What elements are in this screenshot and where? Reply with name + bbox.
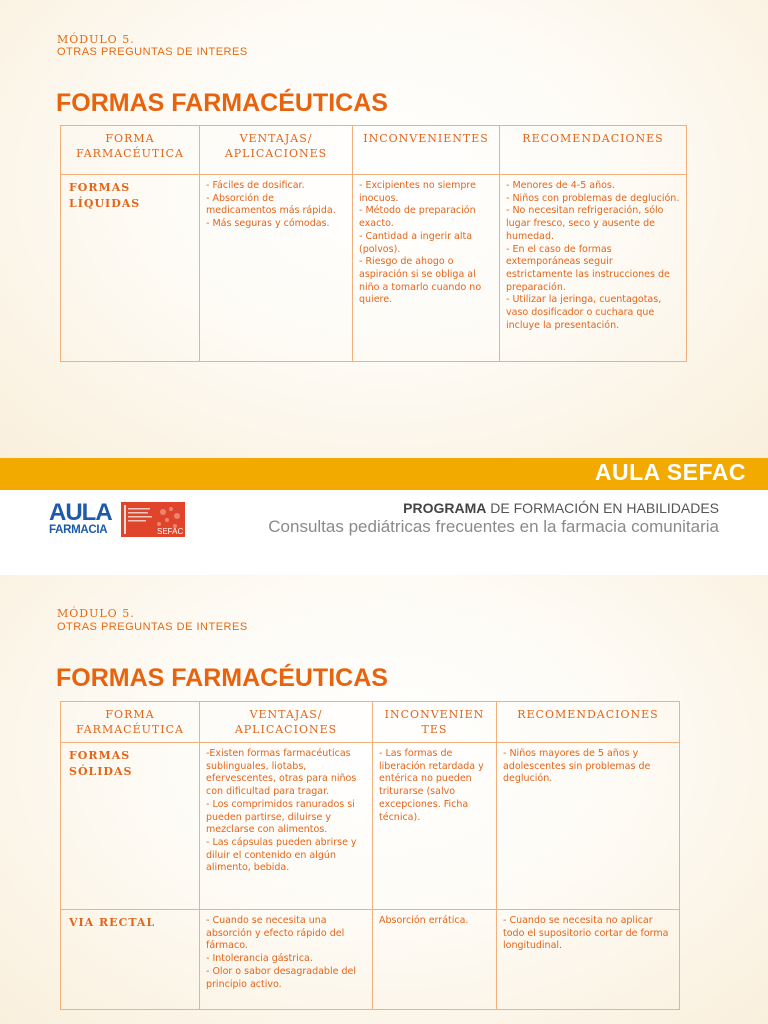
table-header-row — [61, 702, 680, 743]
cell-text: - Fáciles de dosificar. — [206, 180, 305, 191]
cell-text: - Riesgo de ahogo o aspiración si se obliga al niño a tomarlo cuando no quiere. — [359, 256, 482, 306]
module-subtitle: OTRAS PREGUNTAS DE INTERES — [57, 46, 248, 58]
header-ventajas: VENTAJAS/ APLICACIONES — [200, 702, 373, 743]
cell-text: - Cuando se necesita una absorción y efecto rápido del fármaco. — [206, 915, 345, 952]
header-ventajas: VENTAJAS/ APLICACIONES — [200, 126, 353, 175]
row-form-line: LÍQUIDAS — [69, 197, 141, 210]
farmacia-logo-word: FARMACIA — [49, 524, 108, 536]
program-bold: PROGRAMA — [403, 500, 487, 516]
cell-text: -Existen formas farmacéuticas sublinguales, liotabs, efervescentes, otras para niños con dificultad para tragar. — [206, 748, 357, 798]
ventajas-cell — [200, 743, 373, 910]
header-forma: FORMA FARMACÉUTICA — [61, 702, 200, 743]
row-form-line: FORMAS — [69, 749, 131, 762]
cell-text: - En el caso de formas extemporáneas seguir estrictamente las instrucciones de preparación. — [506, 243, 670, 293]
module-label: MÓDULO 5. — [57, 33, 135, 46]
cell-text: - Más seguras y cómodas. — [206, 218, 330, 230]
pharma-forms-table — [60, 701, 680, 1010]
inconvenientes-cell — [373, 910, 497, 1010]
header-forma: FORMA FARMACÉUTICA — [61, 126, 200, 175]
consultas-line: Consultas pediátricas frecuentes en la farmacia comunitaria — [268, 517, 719, 536]
recomendaciones-cell — [500, 175, 687, 362]
slide-1 — [0, 0, 768, 458]
ventajas-cell — [200, 175, 353, 362]
program-line — [403, 500, 719, 516]
cell-text: - Cantidad a ingerir alta (polvos). — [359, 230, 473, 255]
ventajas-cell — [200, 910, 373, 1010]
row-form-line: VIA RECTAL — [69, 916, 156, 929]
recomendaciones-cell — [497, 910, 680, 1010]
row-form-cell — [61, 175, 200, 362]
cell-text: - Absorción de medicamentos más rápida. — [206, 192, 336, 217]
table-row — [61, 175, 687, 362]
cell-text: - Excipientes no siempre inocuos. — [359, 180, 476, 204]
aula-farmacia-logo — [49, 499, 112, 536]
cell-text: - Método de preparación exacto. — [359, 205, 476, 230]
row-form-line: SÓLIDAS — [69, 765, 133, 778]
cell-text: - Niños con problemas de deglución. — [506, 192, 680, 204]
row-form-cell — [61, 910, 200, 1010]
inconvenientes-cell — [353, 175, 500, 362]
cell-text: - Cuando se necesita no aplicar todo el supositorio cortar de forma longitudinal. — [503, 915, 669, 952]
program-rest: DE FORMACIÓN EN HABILIDADES — [486, 500, 719, 516]
page-title: FORMAS FARMACÉUTICAS — [56, 664, 388, 692]
cell-text: - Olor o sabor desagradable del principio activo. — [206, 965, 356, 990]
page-title: FORMAS FARMACÉUTICAS — [56, 89, 388, 117]
sefac-logo — [121, 502, 185, 537]
sefac-logo-text: SEFAC — [157, 527, 184, 536]
cell-text: - Los comprimidos ranurados si pueden partirse, diluirse y mezclarse con alimentos. — [206, 798, 355, 836]
cell-text: Absorción errática. — [379, 915, 469, 926]
cell-text: - Intolerancia gástrica. — [206, 953, 313, 965]
header-recomendaciones: RECOMENDACIONES — [500, 126, 687, 175]
cell-text: - No necesitan refrigeración, sólo lugar fresco, seco y ausente de humedad. — [506, 205, 664, 242]
table-header-row — [61, 126, 687, 175]
table-row — [61, 910, 680, 1010]
row-form-cell — [61, 743, 200, 910]
header-inconvenientes: INCONVENIENTES — [353, 126, 500, 175]
cell-text: - Utilizar la jeringa, cuentagotas, vaso dosificador o cuchara que incluye la presentación. — [506, 294, 662, 331]
aula-logo-word: AULA — [49, 499, 112, 526]
inconvenientes-cell — [373, 743, 497, 910]
row-form-line: FORMAS — [69, 181, 131, 194]
module-label: MÓDULO 5. — [57, 607, 135, 620]
cell-text: - Las formas de liberación retardada y entérica no pueden triturarse (salvo excepciones. Ficha técnica). — [379, 748, 484, 823]
header-inconvenientes: INCONVENIEN TES — [373, 702, 497, 743]
cell-text: - Las cápsulas pueden abrirse y diluir el contenido en algún alimento, bebida. — [206, 836, 357, 874]
header-recomendaciones: RECOMENDACIONES — [497, 702, 680, 743]
band-title: AULA SEFAC — [594, 459, 746, 485]
cell-text: - Niños mayores de 5 años y adolescentes sin problemas de deglución. — [503, 748, 651, 785]
cell-text: - Menores de 4-5 años. — [506, 180, 615, 191]
table-row — [61, 743, 680, 910]
pharma-forms-table — [60, 125, 687, 362]
recomendaciones-cell — [497, 743, 680, 910]
slide-2 — [0, 575, 768, 1024]
module-subtitle: OTRAS PREGUNTAS DE INTERES — [57, 621, 248, 633]
